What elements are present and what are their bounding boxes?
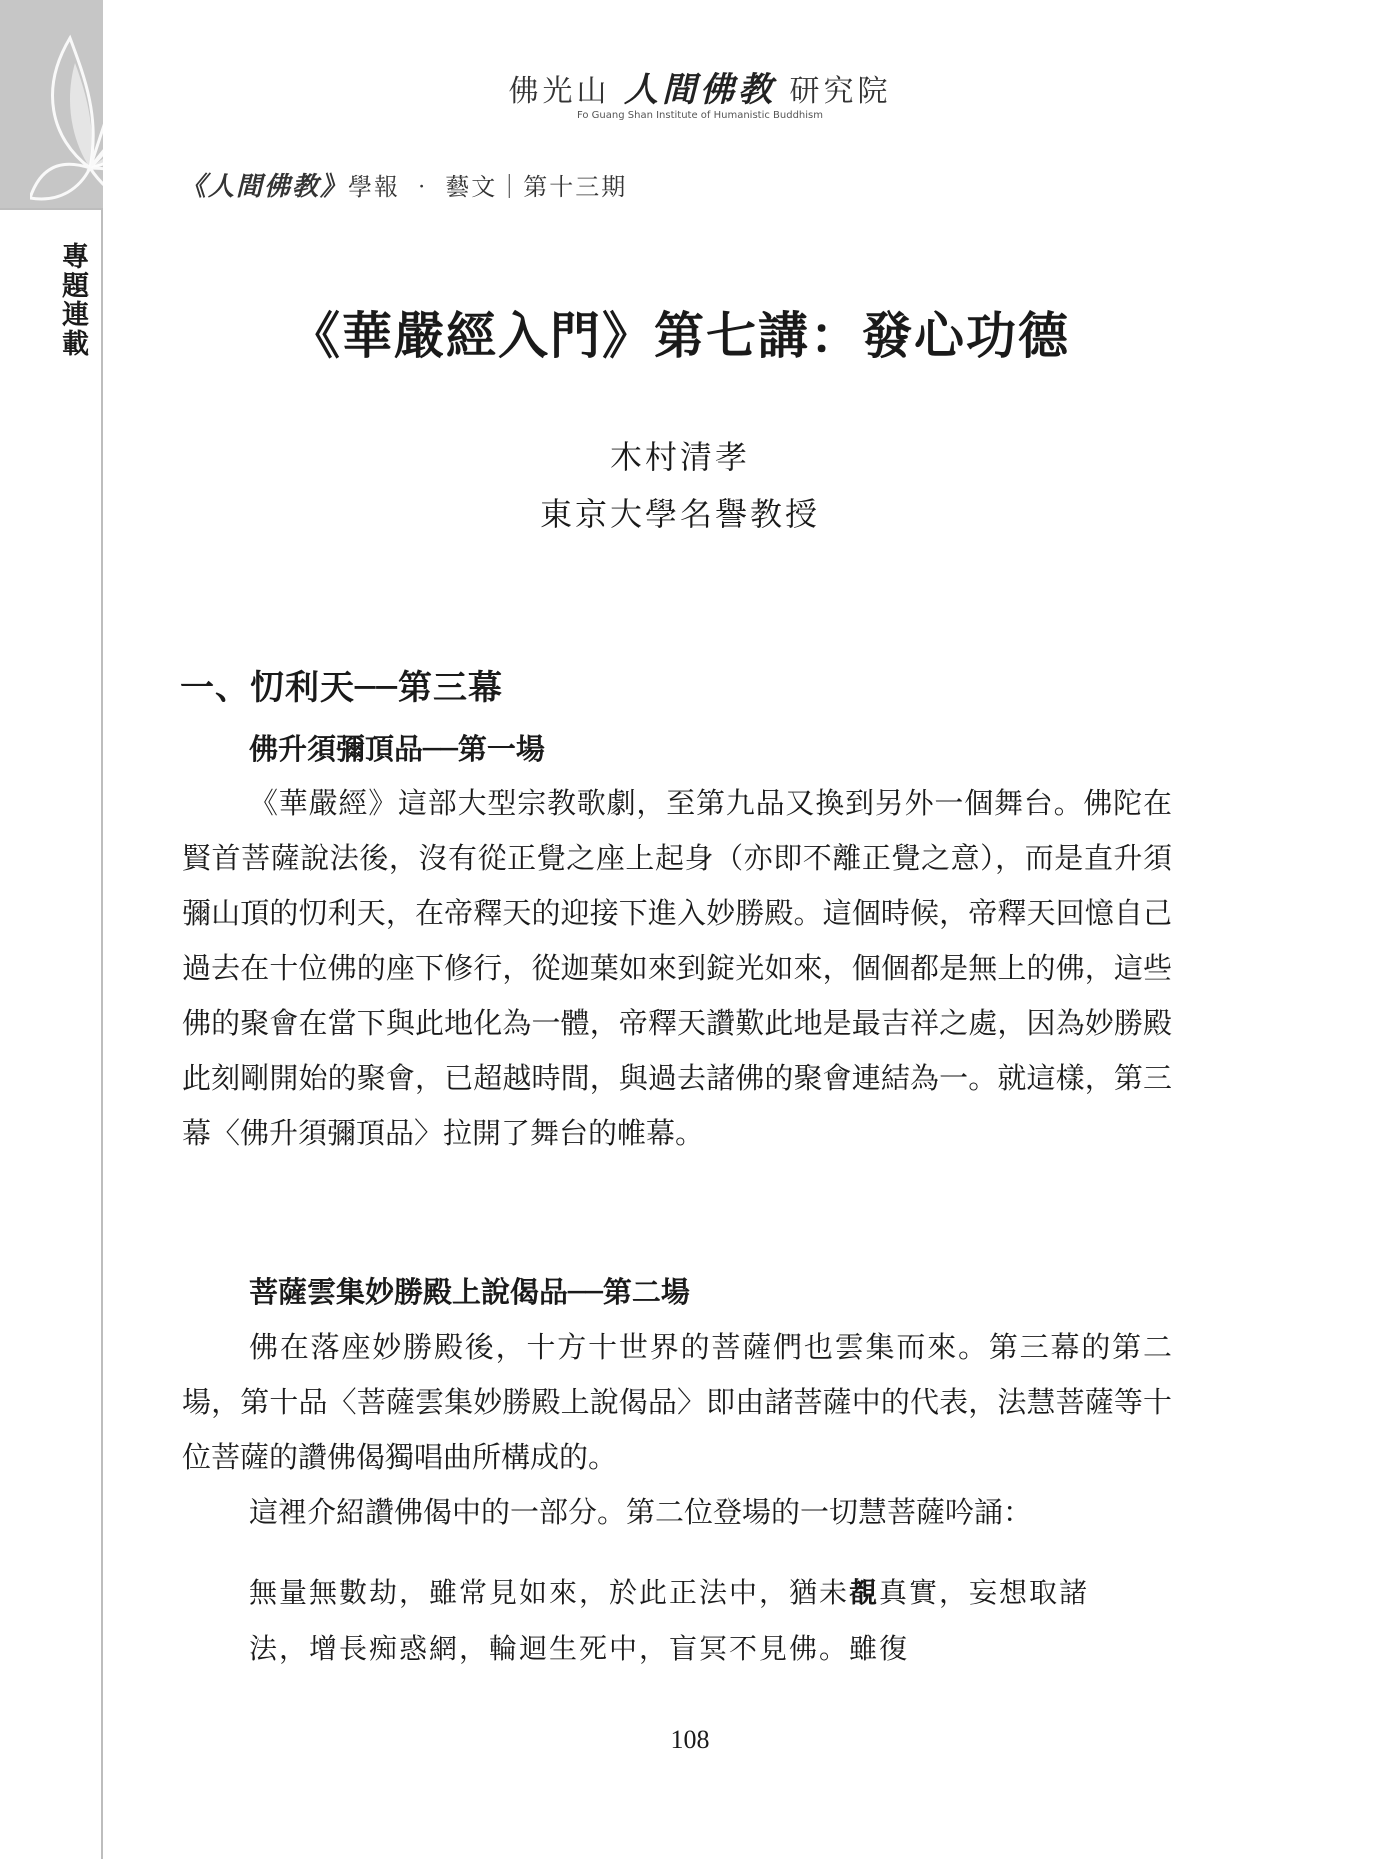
body-paragraph: 這裡介紹讚佛偈中的一部分。第二位登場的一切慧菩薩吟誦： [249, 1495, 1033, 1529]
institute-english-name: Fo Guang Shan Institute of Humanistic Buddhism [576, 110, 823, 121]
verse-text: 無量無數劫，雖常見如來，於此正法中，猶未 [249, 1576, 850, 1609]
section-heading: 一、忉利天──第三幕 [180, 668, 503, 708]
lotus-flower-icon [30, 18, 205, 213]
institute-suffix: 研究院 [789, 74, 892, 109]
page-number: 108 [670, 1725, 710, 1754]
journal-brand: 《人間佛教》 [180, 172, 349, 202]
margin-top-rule [0, 208, 103, 210]
institute-prefix: 佛光山 [508, 74, 611, 109]
scene-subheading: 佛升須彌頂品──第一場 [249, 732, 545, 766]
verse-text: 真實，妄想取諸法，增長痴惑網，輪迴生死中，盲冥不見佛。雖復 [249, 1576, 1090, 1665]
author-affiliation: 東京大學名譽教授 [539, 495, 820, 533]
margin-rule [101, 208, 103, 1859]
journal-running-header [180, 166, 627, 203]
scene-subheading: 菩薩雲集妙勝殿上說偈品──第二場 [249, 1275, 690, 1309]
journal-issue: 學報 ‧ 藝文｜第十三期 [348, 173, 628, 201]
body-paragraph: 《華嚴經》這部大型宗教歌劇，至第九品又換到另外一個舞台。佛陀在賢首菩薩說法後，沒有從正覺之座上起身（亦即不離正覺之意），而是直升須彌山頂的忉利天，在帝釋天的迎接下進入妙勝殿。這個時候，帝釋天回憶自己過去在十位佛的座下修行，從迦葉如來到錠光如來，個個都是無上的佛，這些佛的聚會在當下與此地化為一體，帝釋天讚歎此地是最吉祥之處，因為妙勝殿此刻剛開始的聚會，已超越時間，與過去諸佛的聚會連結為一。就這樣，第三幕〈佛升須彌頂品〉拉開了舞台的帷幕。 [182, 786, 1172, 1150]
article-title: 《華嚴經入門》第七講：發心功德 [290, 306, 1070, 365]
article-author: 木村清孝 [609, 438, 750, 476]
body-paragraph: 佛在落座妙勝殿後，十方十世界的菩薩們也雲集而來。第三幕的第二場，第十品〈菩薩雲集妙勝殿上說偈品〉即由諸菩薩中的代表，法慧菩薩等十位菩薩的讚佛偈獨唱曲所構成的。 [182, 1330, 1172, 1474]
institute-brand: 人間佛教 [624, 70, 776, 110]
section-side-label: 專題連載 [57, 242, 88, 358]
verse-quote [249, 1565, 1109, 1677]
institute-header [480, 62, 920, 111]
verse-bold-character: 覩 [849, 1576, 880, 1609]
